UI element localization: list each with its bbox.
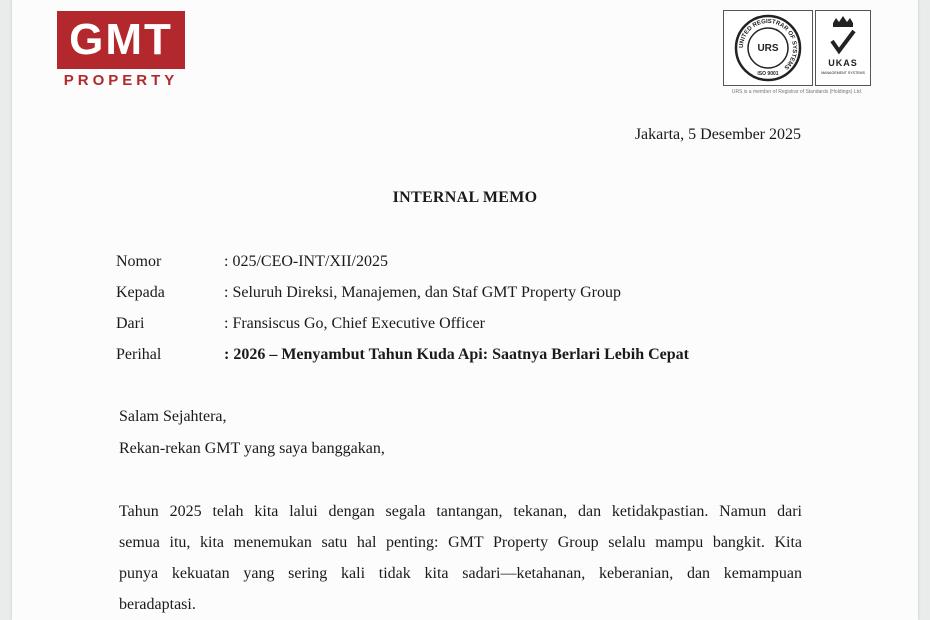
greeting: Salam Sejahtera, (119, 408, 227, 425)
gmt-logo (57, 11, 185, 89)
field-value: : Seluruh Direksi, Manajemen, dan Staf GMT Property Group (224, 284, 621, 301)
field-label: Nomor (116, 253, 162, 270)
field-label: Kepada (116, 284, 165, 301)
salutation: Rekan-rekan GMT yang saya banggakan, (119, 440, 385, 457)
field-value: : 025/CEO-INT/XII/2025 (224, 253, 388, 270)
logo-box (57, 11, 185, 69)
urs-seal-icon (733, 13, 803, 83)
ukas-name: UKAS (828, 58, 858, 68)
field-label: Dari (116, 315, 145, 332)
logo-subtitle: PROPERTY (63, 72, 179, 89)
ukas-sub: MANAGEMENT SYSTEMS (821, 71, 865, 75)
urs-ring-text: UNITED REGISTRAR OF SYSTEMS (738, 18, 798, 71)
cert-caption: URS is a member of Registrar of Standards (Holdings) Ltd. (731, 89, 863, 95)
certification-logos (723, 10, 871, 95)
ukas-crown-tick-icon (818, 13, 868, 83)
field-value-subject: : 2026 – Menyambut Tahun Kuda Api: Saatnya Berlari Lebih Cepat (224, 346, 689, 363)
urs-iso-logo (723, 10, 813, 86)
memo-page (12, 0, 918, 620)
paragraph-line: semua itu, kita menemukan satu hal penting: GMT Property Group selalu mampu bangkit. Kita (119, 534, 802, 551)
field-label: Perihal (116, 346, 162, 363)
logo-letters: GMT (69, 15, 173, 64)
ukas-logo (815, 10, 871, 86)
memo-title: INTERNAL MEMO (392, 189, 538, 206)
paragraph-line: Tahun 2025 telah kita lalui dengan segala tantangan, tekanan, dan ketidakpastian. Namun dari (119, 503, 802, 520)
paragraph-line: beradaptasi. (119, 596, 196, 613)
memo-date: Jakarta, 5 Desember 2025 (634, 126, 801, 143)
urs-center-text: URS (757, 43, 779, 54)
urs-iso-text: ISO 9001 (757, 71, 779, 77)
field-value: : Fransiscus Go, Chief Executive Officer (224, 315, 485, 332)
paragraph-line: punya kekuatan yang sering kali tidak kita sadari—ketahanan, keberanian, dan kemampuan (119, 565, 802, 582)
